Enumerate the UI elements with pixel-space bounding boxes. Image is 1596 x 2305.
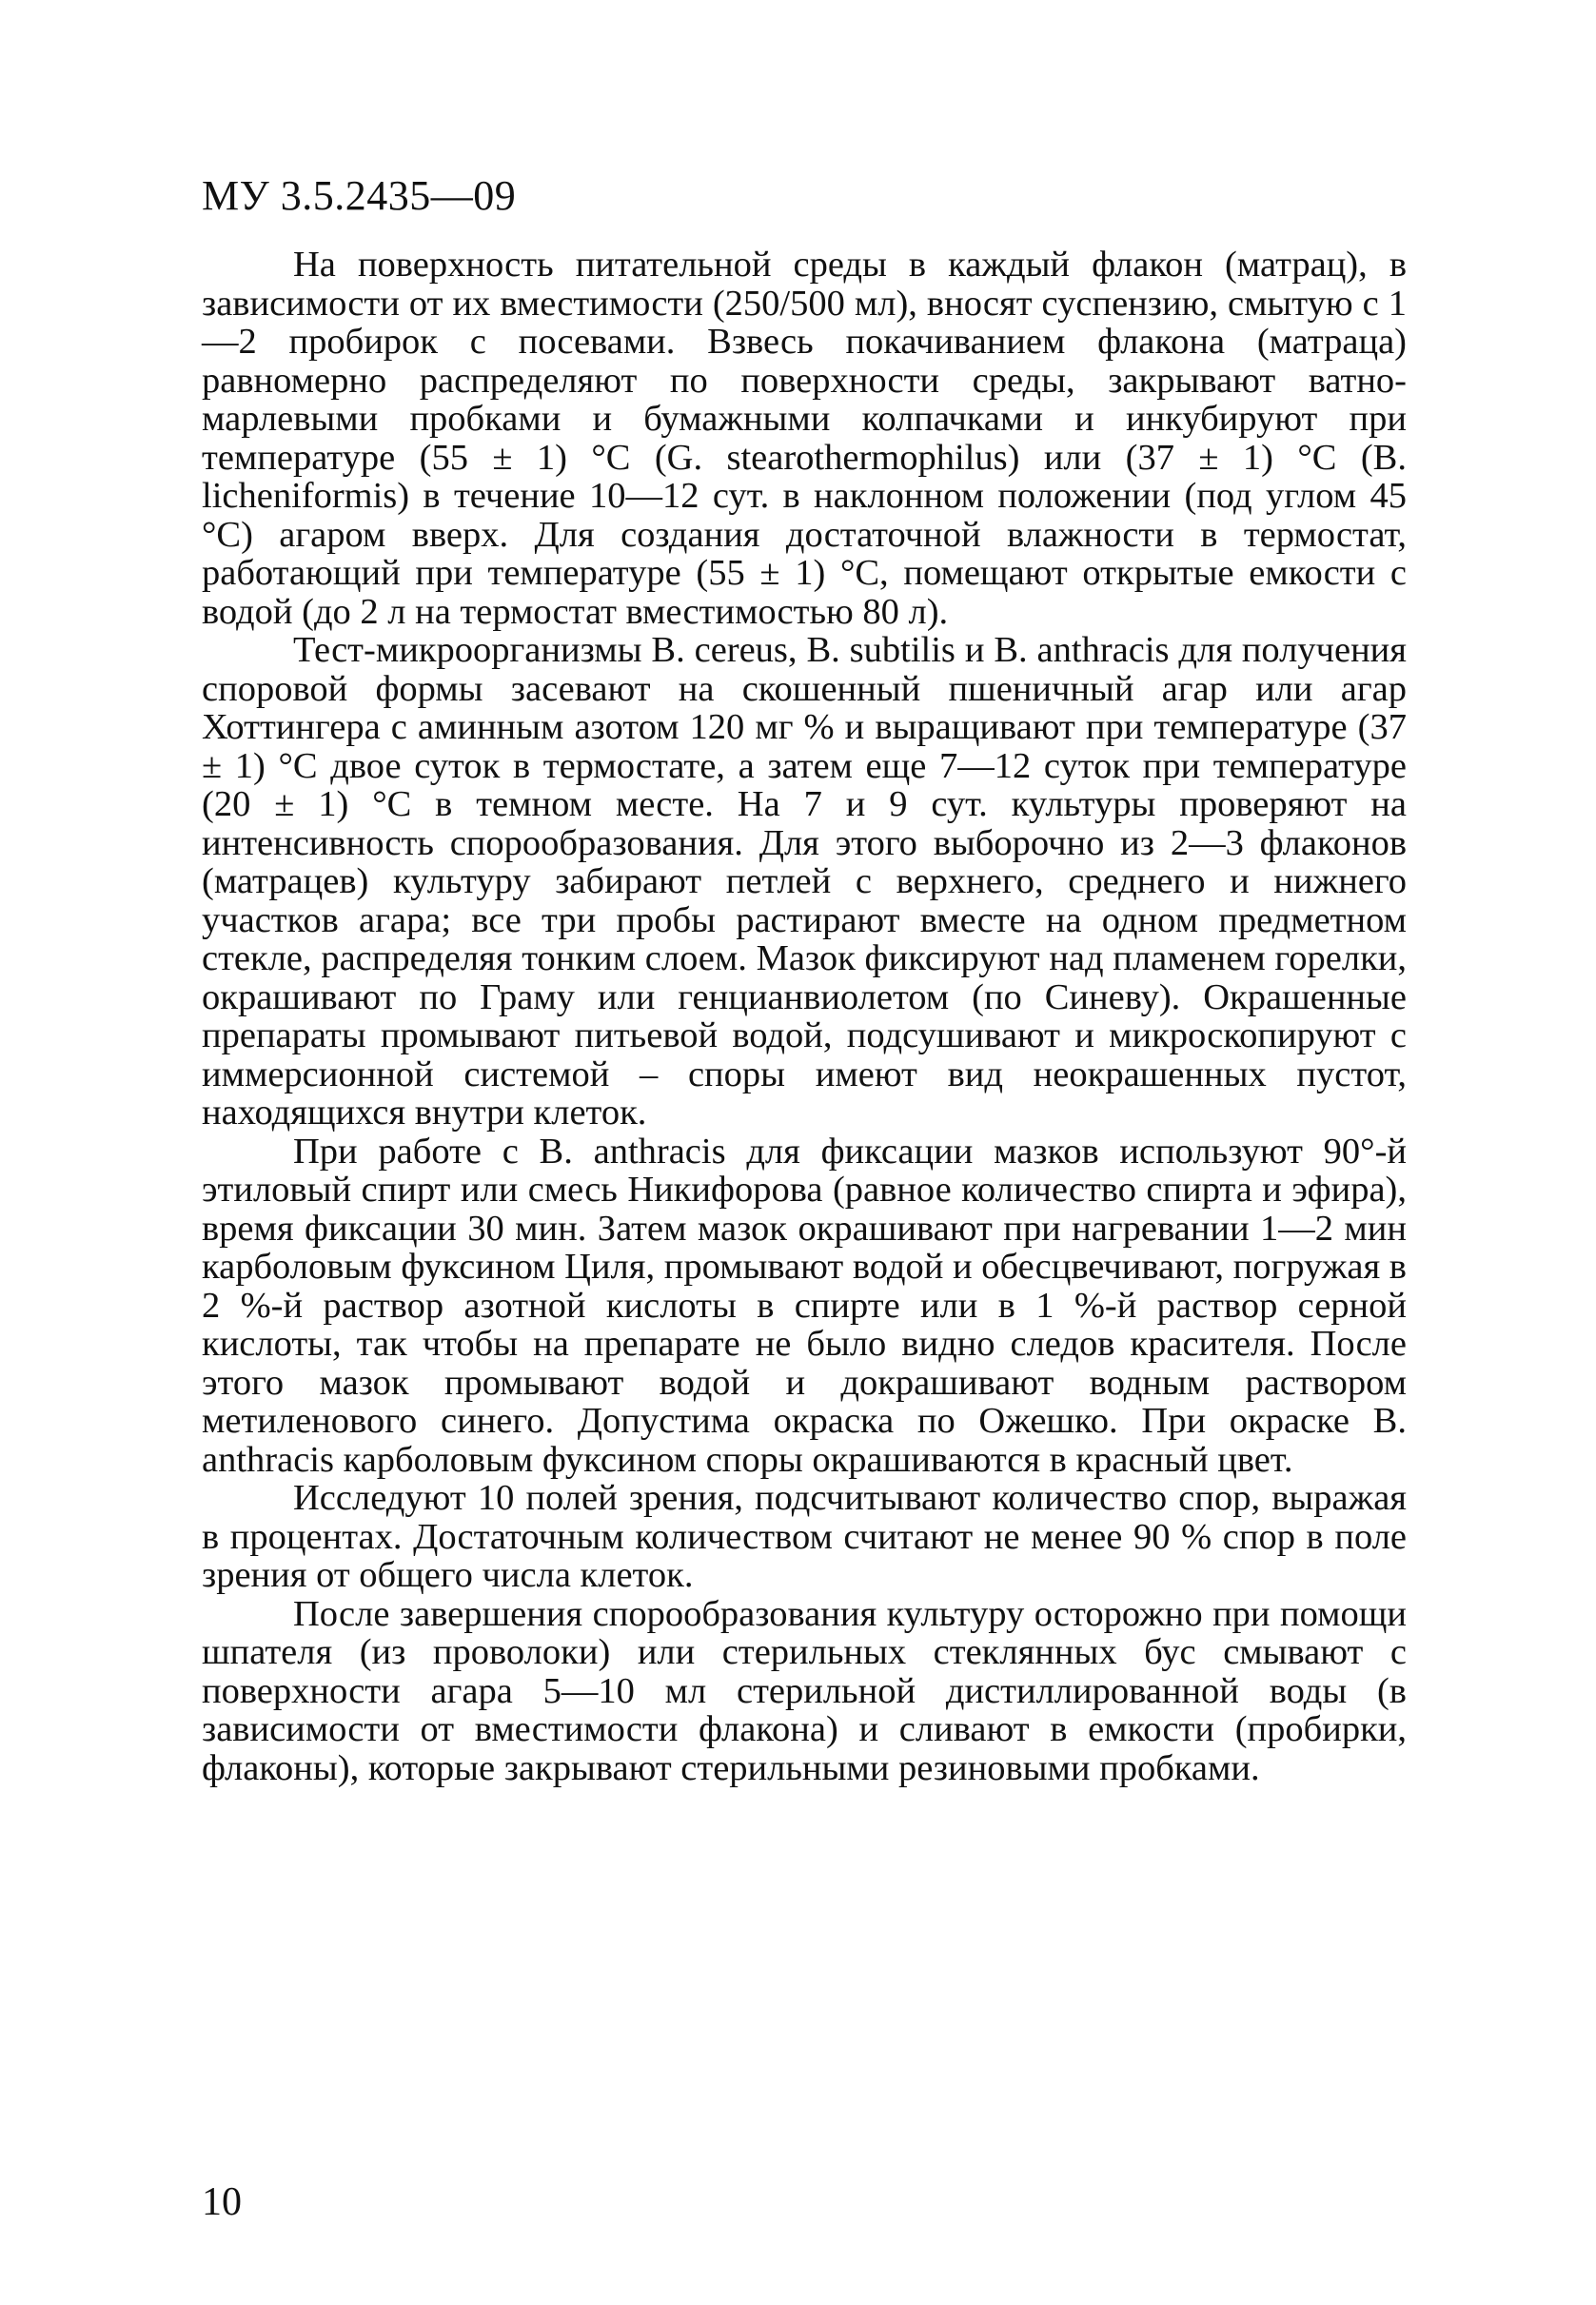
body-text — [202, 246, 1407, 1787]
paragraph-5: После завершения спорообразования культуру осторожно при помощи шпателя (из проволоки) или стерильных стеклянных бус смывают с поверхности агара 5—10 мл стерильной дистиллированной воды (в зависимости от вместимости флакона) и сливают в емкости (пробирки, флаконы), которые закрывают стерильными резиновыми пробками. — [202, 1593, 1407, 1788]
paragraph-2: Тест-микроорганизмы B. cereus, B. subtilis и B. anthracis для получения споровой формы засевают на скошенный пшеничный агар или агар Хоттингера с аминным азотом 120 мг % и выращивают при температуре (37 ± 1) °С двое суток в термостате, а затем еще 7—12 суток при температуре (20 ± 1) °С в темном месте. На 7 и 9 сут. культуры проверяют на интенсивность спорообразования. Для этого выборочно из 2—3 флаконов (матрацев) культуру забирают петлей с верхнего, среднего и нижнего участков агара; все три пробы растирают вместе на одном предметном стекле, распределяя тонким слоем. Мазок фиксируют над пламенем горелки, окрашивают по Граму или генцианвиолетом (по Синеву). Окрашенные препараты промывают питьевой водой, подсушивают и микроскопируют с иммерсионной системой – споры имеют вид неокрашенных пустот, находящихся внутри клеток. — [202, 630, 1407, 1133]
page-number: 10 — [202, 2180, 242, 2224]
document-header: МУ 3.5.2435—09 — [202, 172, 517, 219]
paragraph-1: На поверхность питательной среды в каждый флакон (матрац), в зависимости от их вместимости (250/500 мл), вносят суспензию, смытую с 1—2 пробирок с посевами. Взвесь покачиванием флакона (матраца) равномерно распределяют по поверхности среды, закрывают ватно-марлевыми пробками и бумажными колпачками и инкубируют при температуре (55 ± 1) °С (G. stearothermophilus) или (37 ± 1) °С (B. licheniformis) в течение 10—12 сут. в наклонном положении (под углом 45 °С) агаром вверх. Для создания достаточной влажности в термостат, работающий при температуре (55 ± 1) °С, помещают открытые емкости с водой (до 2 л на термостат вместимостью 80 л). — [202, 245, 1407, 632]
paragraph-4: Исследуют 10 полей зрения, подсчитывают количество спор, выражая в процентах. Достаточным количеством считают не менее 90 % спор в поле зрения от общего числа клеток. — [202, 1478, 1407, 1595]
paragraph-3: При работе с B. anthracis для фиксации мазков используют 90°-й этиловый спирт или смесь Никифорова (равное количество спирта и эфира), время фиксации 30 мин. Затем мазок окрашивают при нагревании 1—2 мин карболовым фуксином Циля, промывают водой и обесцвечивают, погружая в 2 %-й раствор азотной кислоты в спирте или в 1 %-й раствор серной кислоты, так чтобы на препарате не было видно следов красителя. После этого мазок промывают водой и докрашивают водным раствором метиленового синего. Допустима окраска по Ожешко. При окраске B. anthracis карболовым фуксином споры окрашиваются в красный цвет. — [202, 1131, 1407, 1480]
